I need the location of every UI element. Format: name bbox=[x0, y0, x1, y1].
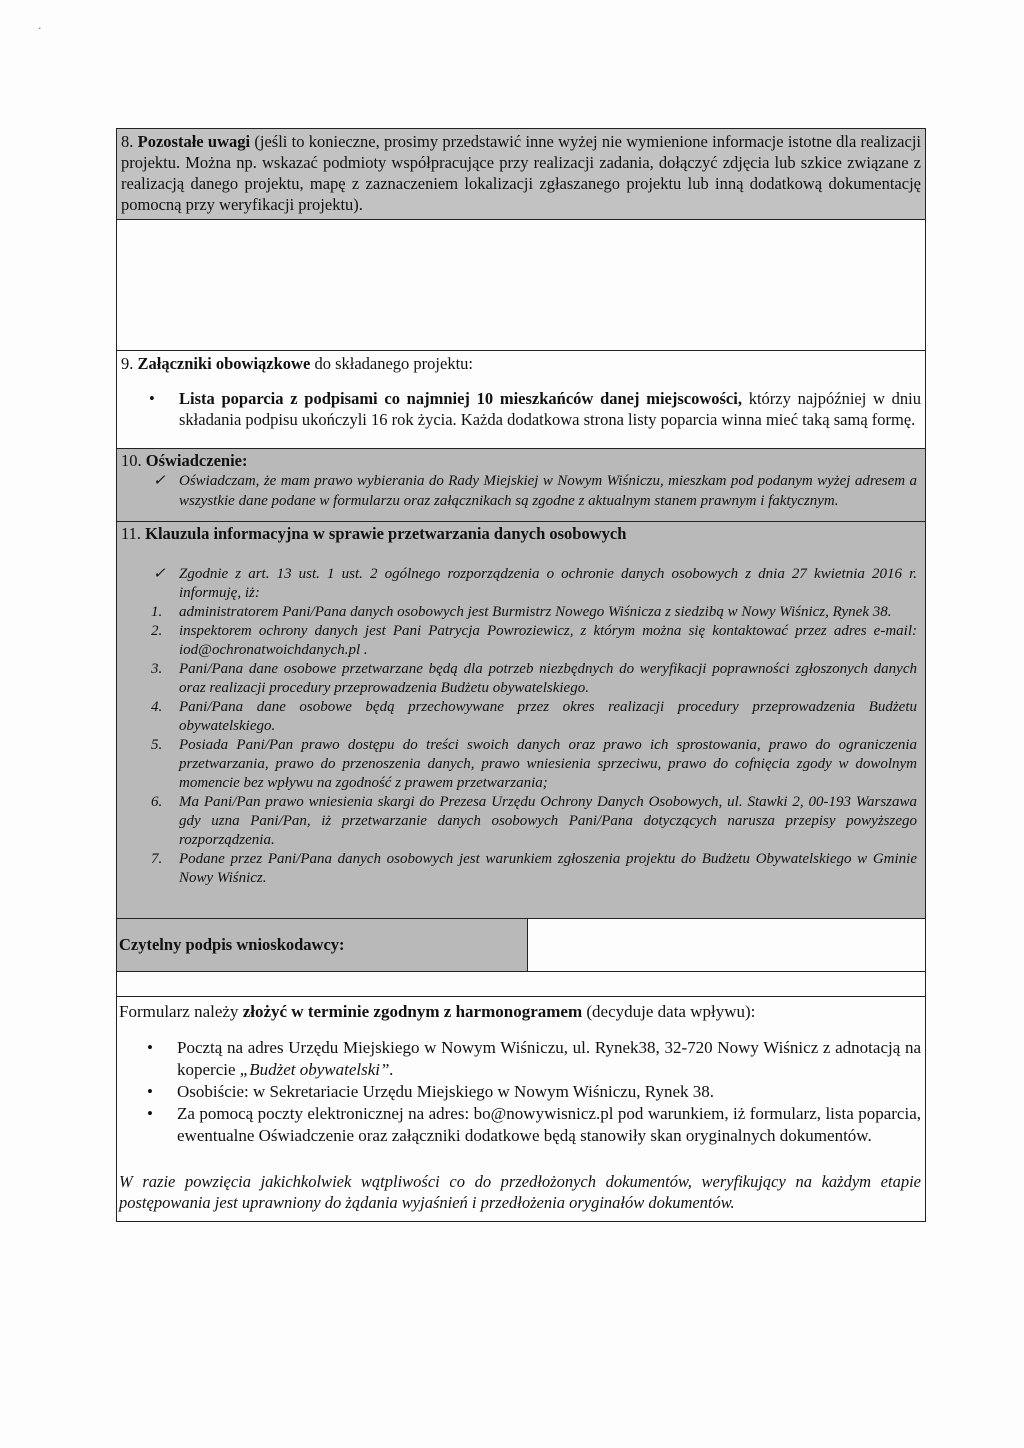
section-8-text: (jeśli to konieczne, prosimy przedstawić inne wyżej nie wymienione informacje istotne dla realizacji projektu. Można np. wskazać podmioty współpracujące przy realizacji zadania, dołączyć zdjęcia lub szkice związane z realizacją danego projektu, mapę z zaznaczeniem lokalizacji zgłaszanego projektu lub inną dodatkową dokumentację pomocną przy weryfikacji projektu). bbox=[121, 132, 922, 214]
section-8-answer-field[interactable] bbox=[117, 220, 925, 350]
item-text: inspektorem ochrony danych jest Pani Patrycja Powroziewicz, z którym można się kontaktować przez adres e-mail: iod@ochronatwoichdanych.pl . bbox=[179, 623, 917, 658]
scan-speck: · bbox=[38, 22, 42, 35]
item-text: Posiada Pani/Pan prawo dostępu do treści swoich danych oraz prawo ich sprostowania, prawo do ograniczenia przetwarzania, prawo do przenoszenia danych, prawo wniesienia sprzeciwu, prawo do cofnięcia zgody w dowolnym momencie bez wpływu na zgodność z prawem przetwarzania; bbox=[179, 737, 917, 791]
submission-post-text: Pocztą na adres Urzędu Miejskiego w Nowym Wiśniczu, ul. Rynek38, 32-720 Nowy Wiśnicz z adnotacją na kopercie bbox=[177, 1038, 921, 1079]
submission-intro-bold: złożyć w terminie zgodnym z harmonogramem bbox=[242, 1002, 583, 1021]
submission-personal-text: Osobiście: w Sekretariacie Urzędu Miejskiego w Nowym Wiśniczu, Rynek 38. bbox=[177, 1082, 715, 1101]
section-11-items bbox=[121, 565, 921, 888]
section-8-header bbox=[117, 129, 925, 220]
section-10 bbox=[117, 449, 925, 522]
submission-post-note: „Budżet obywatelski”. bbox=[239, 1060, 394, 1079]
section-10-statement bbox=[153, 471, 917, 511]
section-10-text: Oświadczam, że mam prawo wybierania do Rady Miejskiej w Nowym Wiśniczu, mieszkam pod podanym wyżej adresem a wszystkie dane podane w formularzu oraz załącznikach są zgodne z aktualnym stanem prawnym i faktycznym. bbox=[179, 473, 917, 509]
submission-intro-rest: (decyduje data wpływu): bbox=[586, 1002, 756, 1021]
item-text: Pani/Pana dane osobowe przetwarzane będą dla potrzeb niezbędnych do weryfikacji poprawności zgłoszonych danych oraz realizacji procedury przeprowadzenia Budżetu obywatelskiego. bbox=[179, 661, 917, 696]
signature-label: Czytelny podpis wnioskodawcy: bbox=[117, 919, 528, 971]
item-text: Ma Pani/Pan prawo wniesienia skargi do Prezesa Urzędu Ochrony Danych Osobowych, ul. Stawki 2, 00-193 Warszawa gdy uzna Pani/Pan, iż przetwarzanie danych osobowych Pani/Pana dotyczących narusza przepisy powyższego rozporządzenia. bbox=[179, 794, 917, 848]
list-item bbox=[151, 698, 917, 736]
section-11-number: 11. bbox=[121, 524, 142, 543]
list-item bbox=[177, 1081, 921, 1103]
item-number: 1. bbox=[151, 604, 163, 620]
list-item bbox=[151, 736, 917, 793]
list-item bbox=[151, 793, 917, 850]
item-text: administratorem Pani/Pana danych osobowych jest Burmistrz Nowego Wiśnicza z siedzibą w Nowy Wiśnicz, Rynek 38. bbox=[179, 604, 892, 620]
submission-intro bbox=[119, 1001, 921, 1023]
section-9-title: Załączniki obowiązkowe bbox=[137, 354, 311, 373]
item-text: Pani/Pana dane osobowe będą przechowywane przez okres realizacji procedury przeprowadzenia Budżetu obywatelskiego. bbox=[179, 699, 917, 734]
spacer bbox=[117, 972, 925, 996]
section-10-header bbox=[121, 451, 921, 471]
section-9-bullet-bold: Lista poparcia z podpisami co najmniej 10 mieszkańców danej miejscowości, bbox=[179, 389, 742, 408]
section-10-number: 10. bbox=[121, 451, 142, 470]
signature-row bbox=[117, 919, 925, 972]
list-item bbox=[151, 660, 917, 698]
list-item bbox=[151, 622, 917, 660]
section-8-title: Pozostałe uwagi bbox=[137, 132, 251, 151]
checkmark-icon: ✓ bbox=[153, 566, 166, 582]
section-9-header bbox=[121, 353, 921, 374]
verification-note: W razie powzięcia jakichkolwiek wątpliwości co do przedłożonych dokumentów, weryfikujący na każdym etapie postępowania jest uprawniony do żądania wyjaśnień i przedłożenia oryginałów dokumentów. bbox=[117, 1165, 925, 1222]
section-11-intro bbox=[153, 565, 917, 603]
signature-field[interactable] bbox=[528, 919, 925, 971]
section-11-intro-text: Zgodnie z art. 13 ust. 1 ust. 2 ogólnego rozporządzenia o ochronie danych osobowych z dnia 27 kwietnia 2016 r. informuję, iż: bbox=[179, 566, 917, 601]
section-8 bbox=[117, 128, 925, 351]
list-item bbox=[151, 850, 917, 888]
list-item bbox=[151, 603, 917, 622]
item-number: 3. bbox=[151, 661, 163, 677]
item-number: 5. bbox=[151, 737, 163, 753]
list-item bbox=[179, 388, 921, 430]
section-10-title: Oświadczenie: bbox=[145, 451, 248, 470]
section-9-bullet-rest: którzy najpóźniej w dniu składania podpisu ukończyli 16 rok życia. Każda dodatkowa strona listy poparcia winna mieć taką samą formę. bbox=[179, 389, 922, 429]
section-11-title: Klauzula informacyjna w sprawie przetwarzania danych osobowych bbox=[145, 524, 627, 543]
section-8-number: 8. bbox=[121, 132, 134, 151]
checkmark-icon: ✓ bbox=[153, 473, 166, 489]
list-item bbox=[177, 1037, 921, 1081]
list-item bbox=[177, 1103, 921, 1147]
submission-intro-text: Formularz należy bbox=[119, 1002, 239, 1021]
submission-info bbox=[117, 996, 925, 1165]
item-text: Podane przez Pani/Pana danych osobowych jest warunkiem zgłoszenia projektu do Budżetu Obywatelskiego w Gminie Nowy Wiśnicz. bbox=[179, 851, 917, 886]
section-9 bbox=[117, 351, 925, 449]
section-9-list bbox=[121, 388, 921, 430]
submission-email-text: Za pomocą poczty elektronicznej na adres: bo@nowywisnicz.pl pod warunkiem, iż formularz, lista poparcia, ewentualne Oświadczenie oraz załączniki dodatkowe będą stanowiły skan oryginalnych dokumentów. bbox=[177, 1104, 921, 1145]
section-11 bbox=[117, 522, 925, 919]
form-page bbox=[116, 128, 926, 1222]
item-number: 2. bbox=[151, 623, 163, 639]
section-11-header bbox=[121, 524, 921, 543]
item-number: 7. bbox=[151, 851, 163, 867]
submission-list bbox=[119, 1037, 921, 1147]
section-9-title-rest: do składanego projektu: bbox=[314, 354, 473, 373]
item-number: 4. bbox=[151, 699, 163, 715]
item-number: 6. bbox=[151, 794, 163, 810]
section-9-number: 9. bbox=[121, 354, 134, 373]
